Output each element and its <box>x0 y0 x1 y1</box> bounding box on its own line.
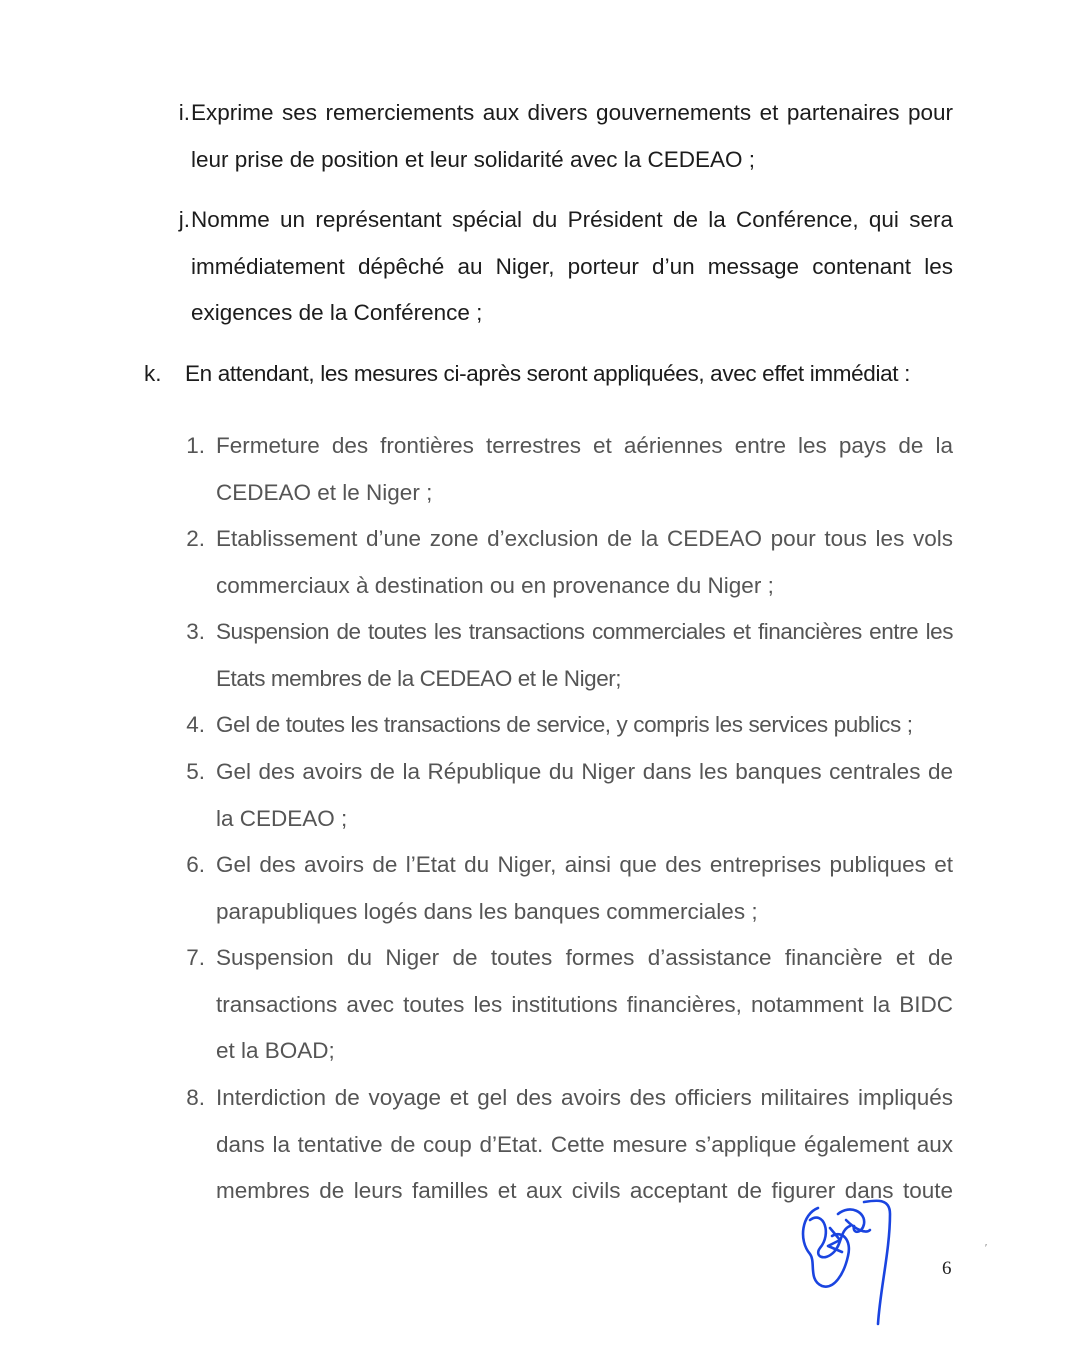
measure-item-7 <box>175 935 953 1075</box>
measure-text: Gel des avoirs de l’Etat du Niger, ainsi que des entreprises publiques et parapubliques logés dans les banques commerciales ; <box>216 852 953 924</box>
item-text: Exprime ses remerciements aux divers gouvernements et partenaires pour leur prise de position et leur solidarité avec la CEDEAO ; <box>191 100 953 172</box>
measure-text: Suspension du Niger de toutes formes d’assistance financière et de transactions avec toutes les institutions financières, notamment la BIDC et la BOAD; <box>216 945 953 1063</box>
item-marker: k. <box>144 361 162 386</box>
item-marker: i. <box>178 100 190 125</box>
measure-item-6 <box>175 842 953 935</box>
measure-text: Suspension de toutes les transactions commerciales et financières entre les Etats membres de la CEDEAO et le Niger; <box>216 619 953 691</box>
item-text: En attendant, les mesures ci-après seront appliquées, avec effet immédiat : <box>185 361 910 386</box>
measure-marker: 7. <box>186 945 205 970</box>
measure-marker: 8. <box>186 1085 205 1110</box>
measure-text: Fermeture des frontières terrestres et aériennes entre les pays de la CEDEAO et le Niger ; <box>216 433 953 505</box>
list-item-i <box>150 90 953 183</box>
item-marker: j. <box>178 207 190 232</box>
item-text: Nomme un représentant spécial du Président de la Conférence, qui sera immédiatement dépêché au Niger, porteur d’un message contenant les exigences de la Conférence ; <box>191 207 953 325</box>
measure-text: Etablissement d’une zone d’exclusion de la CEDEAO pour tous les vols commerciaux à destination ou en provenance du Niger ; <box>216 526 953 598</box>
measure-marker: 1. <box>186 433 205 458</box>
measure-item-5 <box>175 749 953 842</box>
page-number: 6 <box>942 1258 952 1279</box>
margin-mark: ′ <box>985 1243 987 1254</box>
measure-item-4 <box>175 702 953 749</box>
measure-text: Interdiction de voyage et gel des avoirs des officiers militaires impliqués dans la tentative de coup d’Etat. Cette mesure s’applique également aux membres de leurs familles et aux civils acceptant de figurer dans toute <box>216 1085 953 1203</box>
measure-marker: 6. <box>186 852 205 877</box>
signature-initials <box>780 1190 910 1330</box>
measure-item-2 <box>175 516 953 609</box>
measure-text: Gel de toutes les transactions de service, y compris les services publics ; <box>216 712 913 737</box>
measure-marker: 5. <box>186 759 205 784</box>
measure-item-3 <box>175 609 953 702</box>
list-item-k <box>144 351 953 398</box>
measure-item-1 <box>175 423 953 516</box>
measure-text: Gel des avoirs de la République du Niger dans les banques centrales de la CEDEAO ; <box>216 759 953 831</box>
measure-marker: 4. <box>186 712 205 737</box>
list-item-j <box>150 197 953 337</box>
measure-marker: 3. <box>186 619 205 644</box>
measure-marker: 2. <box>186 526 205 551</box>
